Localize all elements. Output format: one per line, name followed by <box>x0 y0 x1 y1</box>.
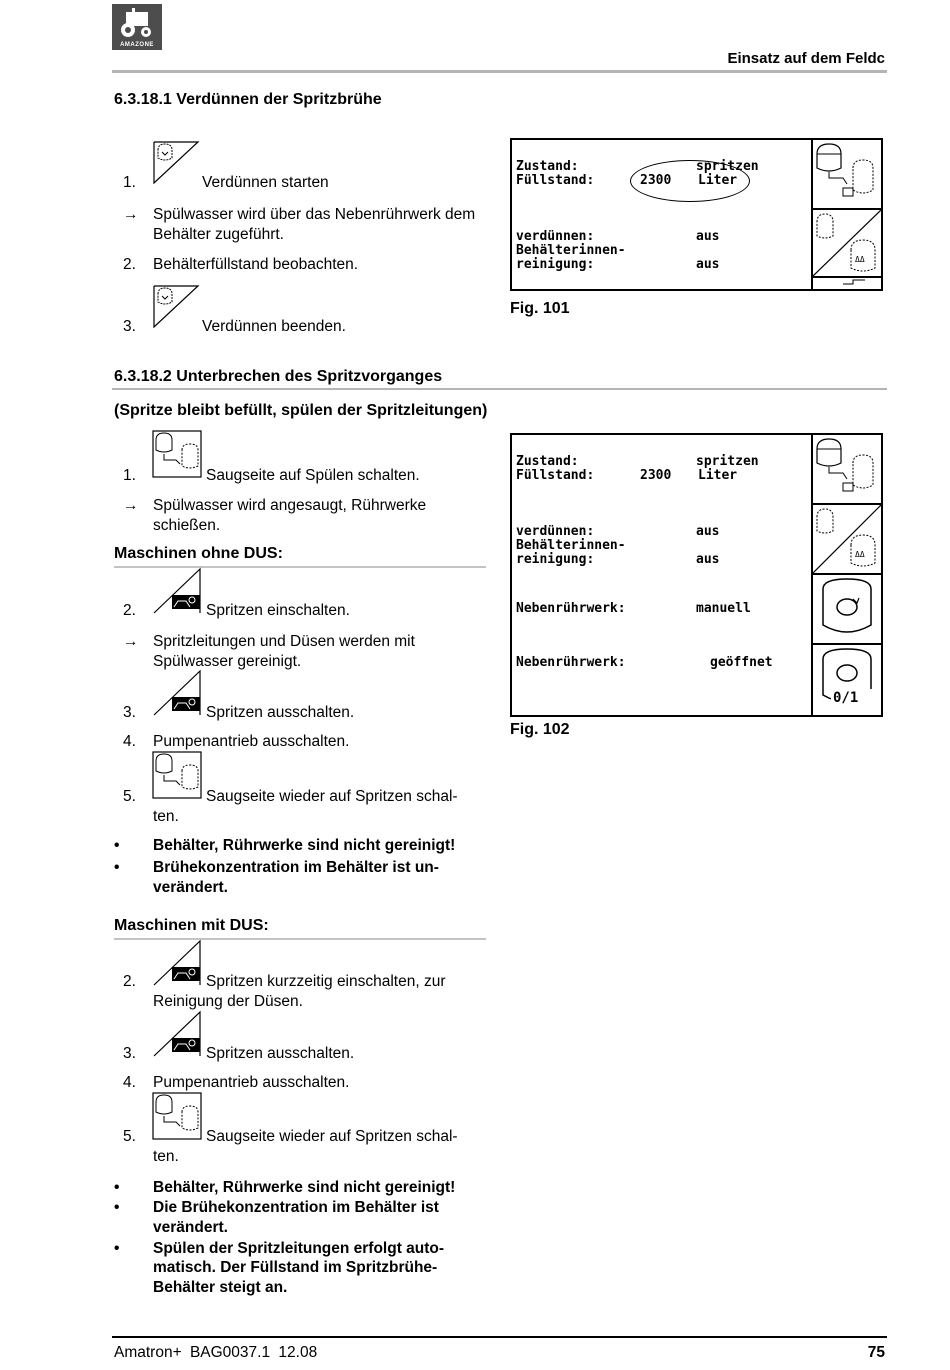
display-text: Zustand: <box>516 454 579 469</box>
heading-6-3-18-1: 6.3.18.1 Verdünnen der Spritzbrühe <box>114 91 382 108</box>
step-number: 5. <box>123 1128 136 1145</box>
mit-dus-heading: Maschinen mit DUS: <box>114 917 269 934</box>
display-text: spritzen <box>696 454 759 469</box>
o-bullet1 <box>114 836 455 856</box>
softkey-suction-switch[interactable] <box>813 140 881 210</box>
display-value: 2300 <box>640 173 672 188</box>
step-number: 2. <box>123 973 136 990</box>
step-text: Saugseite wieder auf Spritzen schal- <box>206 1128 458 1145</box>
softkey-column <box>811 140 881 289</box>
display-text: Nebenrührwerk: <box>516 601 626 616</box>
display-text: aus <box>696 524 720 539</box>
display-text: aus <box>696 552 720 567</box>
softkey-column <box>811 435 881 715</box>
step-text: Spritzen einschalten. <box>206 602 350 619</box>
agitator-tank-icon <box>813 575 881 643</box>
m-step3 <box>123 1044 354 1064</box>
header-rule <box>112 70 887 73</box>
toggle-label: 0/1 <box>833 690 859 706</box>
section-rule <box>112 388 887 390</box>
bullet-icon: • <box>114 1240 120 1257</box>
step-number: 4. <box>123 1074 136 1091</box>
bullet-icon: • <box>114 837 120 854</box>
step-number: 1. <box>123 174 136 191</box>
m-bullet2 <box>114 1198 439 1218</box>
display-text: Behälterinnen- <box>516 243 626 258</box>
footer-rule <box>112 1336 887 1338</box>
step-number: 1. <box>123 467 136 484</box>
fig102-label: Fig. 102 <box>510 721 570 738</box>
o-step3 <box>123 703 354 723</box>
display-text: verdünnen: <box>516 229 595 244</box>
amazone-logo <box>112 4 162 50</box>
step-text: Saugseite auf Spülen schalten. <box>206 467 420 484</box>
s1-result1 <box>123 205 483 243</box>
softkey-agitator[interactable] <box>813 575 881 645</box>
m-bullet2-cont: verändert. <box>153 1219 228 1236</box>
highlight-ellipse <box>630 160 750 202</box>
arrow-icon: → <box>123 633 139 650</box>
display-text: aus <box>696 229 720 244</box>
s1-step1 <box>123 173 329 193</box>
step-text: Behälterfüllstand beobachten. <box>153 256 359 273</box>
step-text: Pumpenantrieb ausschalten. <box>153 1074 350 1091</box>
s1-step2 <box>123 255 358 275</box>
softkey-agitator-toggle[interactable] <box>813 645 881 715</box>
s2-step1 <box>123 466 420 486</box>
fig101-label: Fig. 101 <box>510 300 570 317</box>
display-text: reinigung: <box>516 257 595 272</box>
m-bullet3-cont: matisch. Der Füllstand im Spritzbrühe- <box>153 1259 438 1276</box>
step-text: Pumpenantrieb ausschalten. <box>153 733 350 750</box>
bullet-icon: • <box>114 1199 120 1216</box>
result-text: Spülwasser wird angesaugt, Rührwerke schießen. <box>153 497 427 534</box>
bullet-text: Die Brühekonzentration im Behälter ist <box>153 1199 439 1216</box>
display-text: verdünnen: <box>516 524 595 539</box>
o-bullet2 <box>114 858 439 878</box>
bullet-icon: • <box>114 859 120 876</box>
display-text: reinigung: <box>516 552 595 567</box>
display-text: spritzen <box>696 159 759 174</box>
s2-result1 <box>123 496 427 534</box>
fig101-display <box>510 138 883 291</box>
m-step5 <box>123 1127 458 1147</box>
display-text: aus <box>696 257 720 272</box>
dilute-tank-icon <box>813 210 881 276</box>
m-step2 <box>123 972 446 992</box>
arrow-icon: → <box>123 497 139 514</box>
bullet-text: Behälter, Rührwerke sind nicht gereinigt! <box>153 1179 456 1196</box>
logo-tractor-icon <box>112 4 162 42</box>
step-text: Spritzen kurzzeitig einschalten, zur <box>206 973 446 990</box>
dilute-tank-icon <box>813 505 881 573</box>
softkey-suction-switch[interactable] <box>813 435 881 505</box>
footer-product: Amatron+ <box>114 1344 182 1361</box>
step-number: 2. <box>123 256 136 273</box>
display-text: Nebenrührwerk: <box>516 655 626 670</box>
o-step4 <box>123 732 349 752</box>
o-bullet2-cont: verändert. <box>153 879 228 896</box>
display-text: Zustand: <box>516 159 579 174</box>
display-text: Liter <box>698 468 738 483</box>
display-text: Liter <box>698 173 738 188</box>
section-title: Einsatz auf dem Feldc <box>727 50 885 67</box>
step-text: Saugseite wieder auf Spritzen schal- <box>206 788 458 805</box>
softkey-partial[interactable] <box>813 278 881 291</box>
step-number: 3. <box>123 704 136 721</box>
display-text: manuell <box>696 601 751 616</box>
svg-text:ΔΔ: ΔΔ <box>855 550 865 559</box>
m-step5-cont: ten. <box>153 1148 179 1165</box>
page-number: 75 <box>867 1344 885 1361</box>
display-value: 2300 <box>640 468 672 483</box>
heading-6-3-18-2: 6.3.18.2 Unterbrechen des Spritzvorganges <box>114 368 443 385</box>
fig102-display <box>510 433 883 717</box>
bullet-text: Spülen der Spritzleitungen erfolgt auto- <box>153 1240 445 1257</box>
o-step5 <box>123 787 458 807</box>
step-text: Verdünnen beenden. <box>202 318 346 335</box>
step-text: Verdünnen starten <box>202 174 329 191</box>
o-result2 <box>123 632 415 670</box>
m-step4 <box>123 1073 349 1093</box>
m-bullet3-cont2: Behälter steigt an. <box>153 1279 288 1296</box>
tank-switch-icon <box>813 140 881 208</box>
s1-step3 <box>123 317 346 337</box>
step-number: 2. <box>123 602 136 619</box>
step-number: 5. <box>123 788 136 805</box>
result-text: Spritzleitungen und Düsen werden mit Spülwasser gereinigt. <box>153 633 415 670</box>
m-step2-cont: Reinigung der Düsen. <box>153 993 303 1010</box>
svg-text:ΔΔ: ΔΔ <box>855 255 865 264</box>
arrow-icon: → <box>123 206 139 223</box>
step-number: 4. <box>123 733 136 750</box>
o-step5-cont: ten. <box>153 808 179 825</box>
step-number: 3. <box>123 1045 136 1062</box>
footer-left <box>114 1344 317 1362</box>
display-text: geöffnet <box>710 655 773 670</box>
step-text: Spritzen ausschalten. <box>206 704 355 721</box>
display-text: Füllstand: <box>516 173 595 188</box>
m-bullet1 <box>114 1178 455 1198</box>
subheading: (Spritze bleibt befüllt, spülen der Spritzleitungen) <box>114 402 488 419</box>
bullet-text: Behälter, Rührwerke sind nicht gereinigt! <box>153 837 456 854</box>
footer-date: 12.08 <box>278 1344 318 1361</box>
m-bullet3 <box>114 1239 444 1259</box>
footer-doc: BAG0037.1 <box>189 1344 271 1361</box>
softkey-dilute[interactable] <box>813 505 881 575</box>
ohne-dus-heading: Maschinen ohne DUS: <box>114 545 283 562</box>
result-text: Spülwasser wird über das Nebenrührwerk dem Behälter zugeführt. <box>153 206 476 243</box>
softkey-dilute[interactable] <box>813 210 881 278</box>
step-text: Spritzen ausschalten. <box>206 1045 355 1062</box>
logo-text: AMAZONE <box>120 42 154 48</box>
display-text: Füllstand: <box>516 468 595 483</box>
display-text: Behälterinnen- <box>516 538 626 553</box>
o-step2 <box>123 601 350 621</box>
tank-switch-icon <box>813 435 881 503</box>
bullet-icon: • <box>114 1179 120 1196</box>
step-number: 3. <box>123 318 136 335</box>
bullet-text: Brühekonzentration im Behälter ist un- <box>153 859 439 876</box>
